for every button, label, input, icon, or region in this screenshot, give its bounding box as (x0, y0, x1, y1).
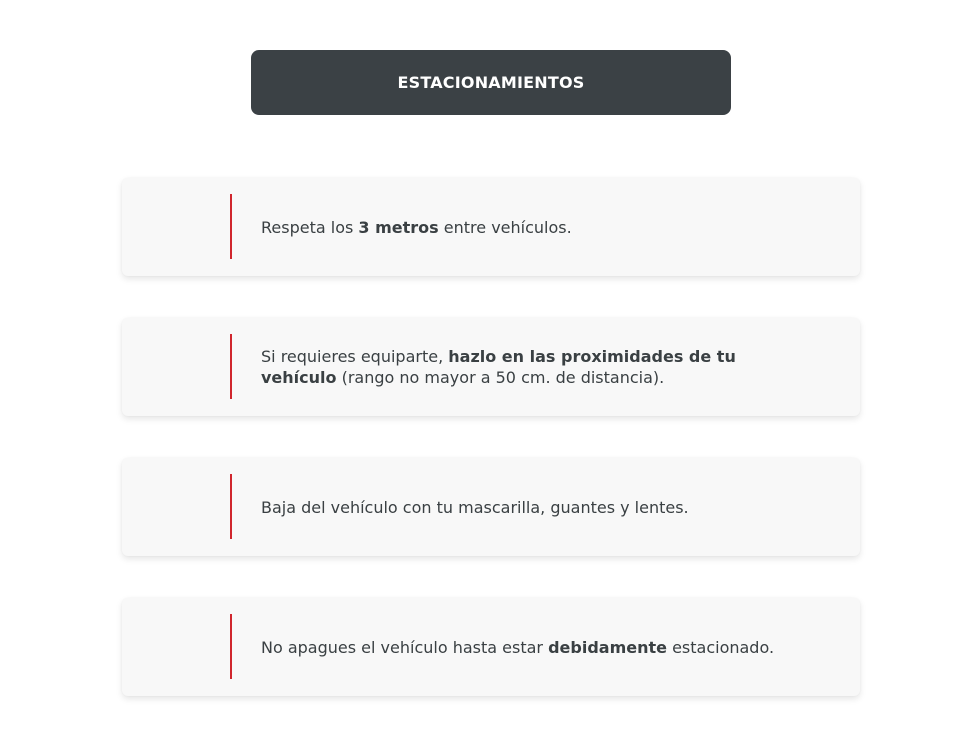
instruction-text-regular: (rango no mayor a 50 cm. de distancia). (336, 368, 665, 387)
accent-bar (230, 334, 232, 399)
instruction-text-regular: No apagues el vehículo hasta estar (261, 637, 549, 657)
instruction-text-regular: entre vehículos. (438, 217, 572, 237)
instruction-text (261, 178, 790, 276)
section-header (251, 50, 731, 115)
instruction-card (122, 318, 860, 416)
instruction-card (122, 598, 860, 696)
instruction-text-bold: 3 metros (358, 217, 439, 237)
accent-bar (230, 194, 232, 259)
section-title: ESTACIONAMIENTOS (397, 73, 585, 92)
instruction-text-regular: Si requieres equiparte, (261, 347, 449, 366)
instruction-text-regular: Baja del vehículo con tu mascarilla, guantes y lentes. (261, 497, 689, 517)
instruction-text (261, 458, 790, 556)
accent-bar (230, 474, 232, 539)
instruction-card (122, 178, 860, 276)
instruction-text (261, 318, 790, 416)
instruction-text-bold: hazlo en las proximidades de tu vehículo (261, 347, 736, 387)
instruction-text-regular: Respeta los (261, 217, 359, 237)
instruction-text-bold: debidamente (548, 637, 667, 657)
instruction-card (122, 458, 860, 556)
accent-bar (230, 614, 232, 679)
instruction-text-regular: estacionado. (666, 637, 775, 657)
instruction-text (261, 598, 790, 696)
